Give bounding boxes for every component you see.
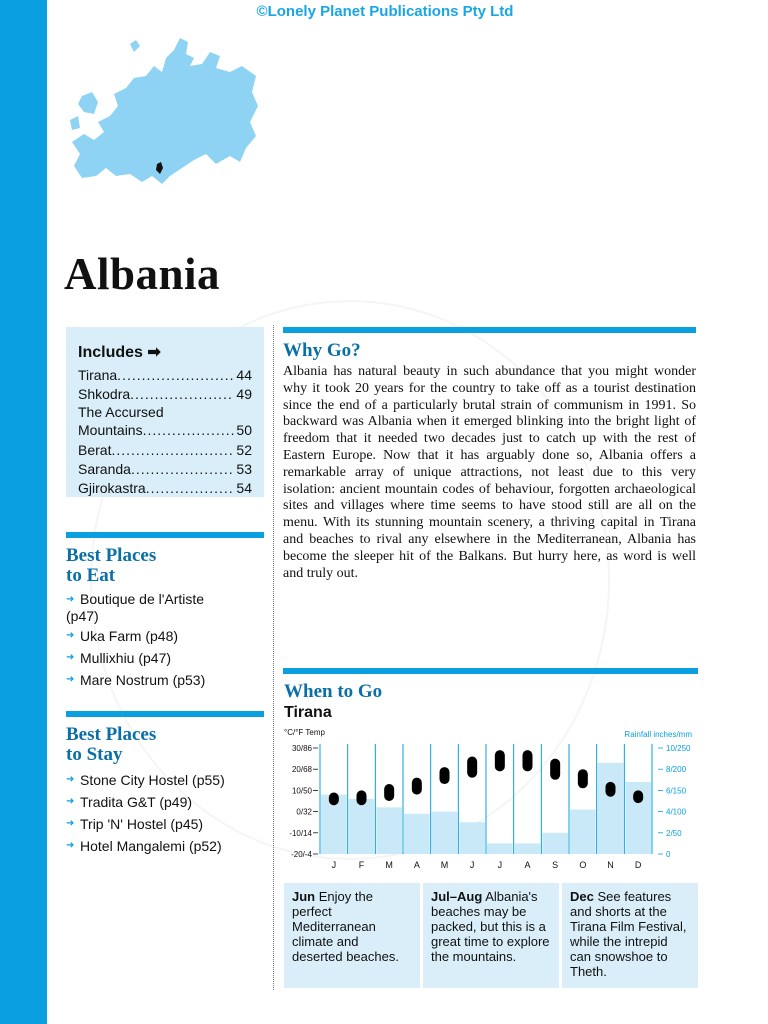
temp-tick-label: 20/68 <box>291 765 312 775</box>
list-item[interactable]: ➜ Tradita G&T (p49) <box>66 791 225 813</box>
month-label: A <box>413 860 420 870</box>
list-item[interactable]: ➜ Uka Farm (p48) <box>66 625 205 647</box>
page-edge-bar <box>0 0 47 1024</box>
rain-bar <box>515 843 541 854</box>
rain-tick-label: 10/250 <box>666 744 691 753</box>
includes-item-name: Gjirokastra <box>78 480 146 496</box>
temp-range-bar <box>606 782 616 797</box>
includes-item-page: 44 <box>236 367 252 383</box>
month-label: M <box>385 860 393 870</box>
climate-city: Tirana <box>284 704 332 721</box>
rain-tick-label: 2/50 <box>666 828 682 838</box>
includes-item-page: 54 <box>236 480 252 496</box>
includes-item-accursed-mountains[interactable] <box>78 404 252 440</box>
note-dec: Dec See features and shorts at the Tirana Film Festival, while the intrepid can snowshoe to Theth. <box>562 883 698 988</box>
includes-item-shkodra[interactable] <box>78 385 252 404</box>
when-notes <box>284 883 698 988</box>
list-item[interactable]: ➜ Stone City Hostel (p55) <box>66 769 225 791</box>
temp-range-bar <box>384 784 394 801</box>
includes-item-name: Saranda <box>78 461 131 477</box>
eat-list <box>66 591 205 691</box>
temp-tick-label: -10/14 <box>289 828 312 838</box>
includes-item-page: 52 <box>236 442 252 458</box>
month-label: M <box>440 860 449 870</box>
includes-box <box>66 327 264 497</box>
list-item[interactable]: ➜ Mullixhiu (p47) <box>66 647 205 669</box>
section-rule <box>283 327 696 333</box>
includes-item-tirana[interactable] <box>78 366 252 385</box>
temp-range-bar <box>523 750 533 771</box>
rain-bar <box>432 812 458 854</box>
temp-range-bar <box>633 790 643 803</box>
month-label: A <box>524 860 531 870</box>
includes-item-page: 53 <box>236 461 252 477</box>
temp-range-bar <box>578 769 588 788</box>
temp-range-bar <box>329 793 339 806</box>
month-label: S <box>552 860 559 870</box>
list-item[interactable]: ➜ Trip 'N' Hostel (p45) <box>66 813 225 835</box>
section-rule <box>66 711 264 717</box>
temp-range-bar <box>495 750 505 771</box>
rain-tick-label: 8/200 <box>666 765 687 775</box>
temp-tick-label: 10/50 <box>291 786 312 796</box>
rain-bar <box>404 814 430 854</box>
list-item[interactable]: ➜ Hotel Mangalemi (p52) <box>66 835 225 857</box>
month-label: D <box>634 860 642 870</box>
includes-item-page: 50 <box>236 422 252 438</box>
eat-heading: Best Places to Eat <box>66 545 157 586</box>
when-heading: When to Go <box>284 681 383 702</box>
copyright-notice: ©Lonely Planet Publications Pty Ltd <box>256 3 514 20</box>
rain-bar <box>570 809 596 854</box>
month-label: O <box>579 860 587 870</box>
includes-item-name: Shkodra <box>78 386 131 402</box>
why-go-text: Albania has natural beauty in such abundance that you might wonder why it took 20 years for the country to take off as a tourist destination since the end of a particularly brutal strain of communism in 1991. So backward was Albania when it emerged blinking into the bright light of freedom that it needed two decades just to catch up with the rest of Eastern Europe. Now that it has arguably done so, Albania offers a remarkable array of unique attractions, not least due to this very isolation: ancient mountain codes of behaviour, forgotten archaeological sites and villages where time seems to have stood still are all on the menu. With its stunning mountain scenery, a thriving capital in Tirana and beaches to rival any elsewhere in the Mediterranean, Albania has become the sleeper hit of the Balkans. But hurry here, as word is well and truly out. <box>283 364 696 581</box>
europe-locator-map <box>70 36 260 186</box>
rain-tick-label: 6/150 <box>666 786 687 796</box>
temp-range-bar <box>412 778 422 795</box>
rain-tick-label: 0 <box>666 850 671 859</box>
temp-tick-label: 0/32 <box>296 807 312 817</box>
page-title: Albania <box>64 249 221 299</box>
month-label: J <box>331 860 337 870</box>
temp-axis-label: °C/°F Temp <box>284 728 325 737</box>
includes-item-saranda[interactable] <box>78 460 252 479</box>
section-rule <box>283 668 698 674</box>
list-item[interactable]: ➜ Boutique de l'Artiste (p47) <box>66 591 205 625</box>
stay-list <box>66 769 225 857</box>
temp-range-bar <box>440 767 450 784</box>
temp-tick-label: 30/86 <box>291 744 312 753</box>
includes-item-berat[interactable] <box>78 441 252 460</box>
includes-item-name: The Accursed <box>78 404 164 420</box>
rain-axis-label: Rainfall inches/mm <box>624 730 692 739</box>
rain-bar <box>376 807 402 854</box>
why-heading: Why Go? <box>283 340 361 361</box>
rain-bar <box>349 799 375 854</box>
month-label: N <box>607 860 614 870</box>
note-jul-aug: Jul–Aug Albania's beaches may be packed, but this is a great time to explore the mountains. <box>423 883 559 988</box>
rain-bar <box>459 822 485 854</box>
month-label: J <box>497 860 503 870</box>
note-jun: Jun Enjoy the perfect Mediterranean climate and deserted beaches. <box>284 883 420 988</box>
column-divider <box>273 325 274 990</box>
temp-range-bar <box>357 790 367 805</box>
temp-range-bar <box>550 759 560 780</box>
temp-tick-label: -20/-4 <box>291 850 312 859</box>
climate-chart <box>284 724 704 874</box>
month-label: J <box>469 860 475 870</box>
includes-item-page: 49 <box>236 386 252 402</box>
rain-bar <box>598 763 624 854</box>
includes-item-name-cont: Mountains <box>78 422 143 438</box>
stay-heading: Best Places to Stay <box>66 724 157 765</box>
list-item[interactable]: ➜ Mare Nostrum (p53) <box>66 669 205 691</box>
temp-range-bar <box>467 756 477 777</box>
rain-bar <box>542 833 568 854</box>
month-label: F <box>358 860 365 870</box>
rain-bar <box>487 843 513 854</box>
rain-tick-label: 4/100 <box>666 807 687 817</box>
section-rule <box>66 532 264 538</box>
includes-item-name: Tirana <box>78 367 118 383</box>
includes-item-gjirokastra[interactable] <box>78 479 252 498</box>
includes-item-name: Berat <box>78 442 112 458</box>
includes-heading: Includes ➡ <box>78 344 161 361</box>
